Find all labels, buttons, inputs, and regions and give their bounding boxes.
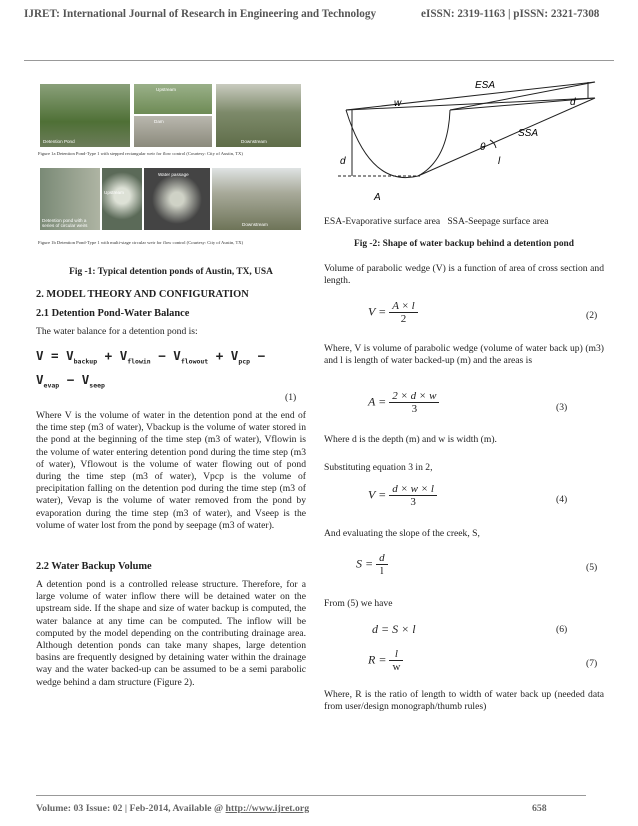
water-backup-paragraph: A detention pond is a controlled release structure. Therefore, for a large volume of water inflow there will be detained water on the upstream side. If the shape and size of water backup is computed, the water balance at any time can be computed. The inflow will be computed by the model depending on the contributing drainage area. Although detention ponds can take many shapes, large detention basins are frequently designed by detaining water within the drainage way and the water backed-up can be assumed to be a semi parabolic wedge behind a dam structure (Figure 2). xyxy=(36,579,306,688)
footer-volume-info: Volume: 03 Issue: 02 | Feb-2014, Available @ xyxy=(36,803,226,814)
equation-4: V = $\frac{d \times w \times l}{3}$ xyxy=(368,483,437,508)
equation-2: V = $\frac{A \times l}{2}$ xyxy=(368,300,418,325)
equation-5-number: (5) xyxy=(586,562,598,573)
footer xyxy=(36,803,309,814)
photo-label: Upstream xyxy=(156,87,176,92)
photo-label: Dam xyxy=(154,119,164,124)
water-balance-definitions: Where V is the volume of water in the detention pond at the end of the time step (m3 of water), Vbackup is the volume of water stored in the pond at the beginning of the time step (m3 of water), Vflowin is the volume of water entering detention pond during the time step (m3 of water), Vflowout is the volume of water flowing out of pond during the time step (m3 of water), Vpcp is the volume of precipitation falling on the detention pod during the time step (m3 of water), Vevap is the volume of water removed from the pond by evaporation during the time step (m3 of water), and Vseep is the volume of water lost from the pond by seepage (m3 of water). xyxy=(36,410,306,531)
caption-1a: Figure 1a Detention Pond-Type 1 with stepped rectangular weir for flow control (Courtesy: City of Austin, TX) xyxy=(38,151,243,156)
substitution-text: Substituting equation 3 in 2, xyxy=(324,462,433,473)
volume-definition: Where, V is volume of parabolic wedge (volume of water back up) (m3) and l is length of water backed-up (m) and the areas is xyxy=(324,343,604,367)
figure-2-caption-text: Fig -2: Shape of water backup behind a detention pond xyxy=(354,239,574,249)
equation-3: A = $\frac{2 \times d \times w}{3}$ xyxy=(368,390,439,415)
label-a: A xyxy=(374,192,381,203)
label-d-right: d xyxy=(570,97,576,108)
from-5-text: From (5) we have xyxy=(324,598,393,609)
photo-label: Detention Pond xyxy=(43,139,75,144)
figure-1-photos xyxy=(38,82,303,254)
water-balance-intro: The water balance for a detention pond is: xyxy=(36,326,198,337)
ratio-definition: Where, R is the ratio of length to width of water back up (needed data from user/design monograph/thumb rules) xyxy=(324,689,604,713)
equation-7: R = $\frac{l}{w}$ xyxy=(368,648,403,673)
caption-1b: Figure 1b Detention Pond-Type 1 with multi-stage circular weir for flow control (Courtesy: City of Austin, TX) xyxy=(38,240,244,245)
journal-link[interactable]: http://www.ijret.org xyxy=(225,803,310,814)
photo-label: Upstream xyxy=(104,190,124,195)
photo-water-passage xyxy=(144,168,210,230)
photo-label: Detention pond with a series of circular weirs xyxy=(42,218,88,228)
photo-detention-pond xyxy=(40,84,130,147)
label-ssa: SSA xyxy=(518,128,539,139)
bottom-line xyxy=(418,98,595,176)
figure-2-diagram xyxy=(330,70,610,210)
equation-6: d = S × l xyxy=(372,622,416,636)
journal-title: IJRET: International Journal of Research in Engineering and Technology xyxy=(24,8,377,20)
photo-detention-series xyxy=(40,168,100,230)
parabola-right xyxy=(418,110,450,176)
photo-label: Downstream xyxy=(241,139,267,144)
issn: eISSN: 2319-1163 | pISSN: 2321-7308 xyxy=(421,8,600,20)
equation-7-number: (7) xyxy=(586,658,598,669)
equation-2-number: (2) xyxy=(586,310,598,321)
label-d-left: d xyxy=(340,156,346,167)
slope-text: And evaluating the slope of the creek, S, xyxy=(324,528,480,539)
footer-rule xyxy=(36,795,586,796)
equation-4-number: (4) xyxy=(556,494,568,505)
figure-1-caption xyxy=(36,267,306,277)
equation-3-number: (3) xyxy=(556,402,568,413)
label-theta: θ xyxy=(480,142,486,153)
photo-downstream-2 xyxy=(212,168,301,230)
parabola-left xyxy=(346,110,418,178)
header-rule xyxy=(24,60,614,61)
subsection-heading-2-2: 2.2 Water Backup Volume xyxy=(36,561,152,572)
figure-2-caption xyxy=(324,239,604,249)
depth-width-definition: Where d is the depth (m) and w is width (m). xyxy=(324,434,497,445)
figure-1-caption-text: Fig -1: Typical detention ponds of Austin, TX, USA xyxy=(69,267,273,277)
photo-upstream-2 xyxy=(102,168,142,230)
parabolic-volume-text: Volume of parabolic wedge (V) is a function of area of cross section and length. xyxy=(324,263,604,287)
label-esa: ESA xyxy=(475,80,496,91)
label-w: w xyxy=(394,98,402,109)
equation-1: $V = V_{backup} + V_{flowin} - V_{flowout} + V_{pcp}$ − $V_{evap} - V_{seep}$ xyxy=(36,348,266,389)
page-number: 658 xyxy=(532,803,547,814)
section-heading: 2. MODEL THEORY AND CONFIGURATION xyxy=(36,289,249,300)
running-header xyxy=(24,8,614,20)
label-l: l xyxy=(498,156,501,167)
equation-1-number: (1) xyxy=(285,392,297,403)
photo-upstream xyxy=(134,84,212,114)
photo-dam xyxy=(134,116,212,147)
photo-label: Water passage xyxy=(158,172,189,177)
photo-downstream xyxy=(216,84,301,147)
subsection-heading-2-1: 2.1 Detention Pond-Water Balance xyxy=(36,308,190,319)
equation-5: S = $\frac{d}{l}$ xyxy=(356,552,388,577)
photo-label: Downstream xyxy=(242,222,268,227)
figure-2-legend: ESA-Evaporative surface area SSA-Seepage surface area xyxy=(324,216,549,227)
equation-6-number: (6) xyxy=(556,624,568,635)
